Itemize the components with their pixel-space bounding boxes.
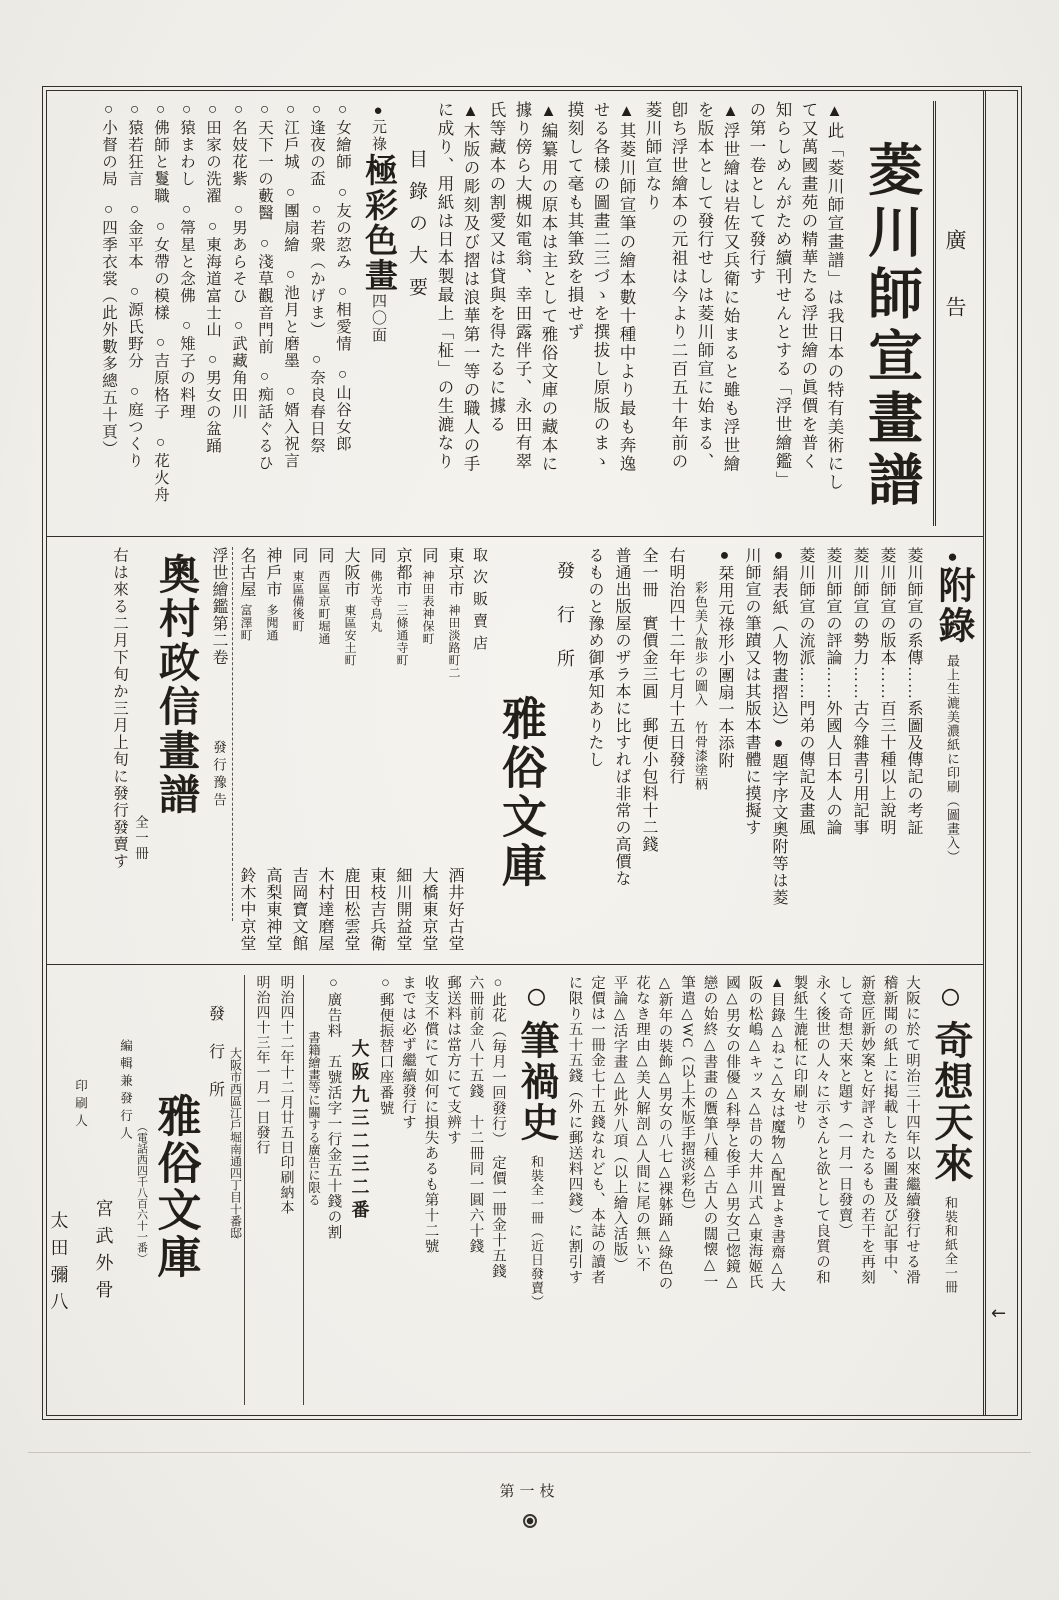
- distributor-address: [363, 547, 389, 633]
- konohana-line: ○此花（毎月一回發行） 定價一冊金十五錢: [490, 974, 506, 1279]
- distributor: [389, 547, 415, 953]
- distributor-address: [311, 547, 337, 645]
- catalog-item: ○雉子の料理: [178, 317, 195, 421]
- kisotenrai-heading: [923, 975, 977, 1405]
- publisher-name: 雅俗文庫: [495, 695, 545, 892]
- catalog-item: ○小督の局: [100, 101, 117, 188]
- series-marker: ●: [370, 103, 386, 119]
- distributor-street: 東區安土町: [343, 604, 357, 667]
- series-prefix: 元祿: [370, 119, 386, 153]
- series-title: 極彩色畫: [360, 153, 396, 293]
- footer-caption: 第一枝: [499, 1484, 560, 1500]
- catalog-item: ○相愛情: [334, 283, 351, 353]
- distributor-name: 吉岡寶文館: [290, 866, 307, 952]
- imprint-editor-label: 編輯兼發行人: [118, 1038, 133, 1144]
- appendix-line: 菱川師宣の系傳……系圖及傳記の考証: [905, 547, 922, 837]
- imprint-printer-label: 印刷人: [73, 1078, 88, 1132]
- distributor-name: 鹿田松雲堂: [342, 866, 359, 952]
- catalog-item: ○天下一の藪醫: [256, 101, 273, 222]
- hikkashi-title: ○筆禍史: [515, 974, 558, 1143]
- intro-line: 卽ち浮世繪本の元祖は今より二百五十年前の: [669, 101, 688, 471]
- distributor-city: 同: [368, 547, 385, 565]
- intro-line: て又萬國畫苑の精華たる浮世繪の眞價を普く: [799, 101, 818, 471]
- catalog-item: ○婿入祝言: [282, 382, 299, 469]
- publisher-label: 發行所: [555, 561, 575, 694]
- distributor-city: 神戶市: [264, 547, 281, 599]
- distributor-street: 神田淡路町二: [447, 604, 461, 680]
- kisotenrai-line: 平論△活字畫△此外八項（以上繪入活版）: [611, 974, 628, 1273]
- distributor-city: 同: [290, 547, 307, 565]
- distributor-name: 木村達磨屋: [316, 866, 333, 952]
- intro-line: ▲浮世繪は岩佐又兵衛に始まると雖も浮世繪: [721, 101, 740, 474]
- konohana-line: 六冊前金八十五錢 十二冊同一圓六十錢: [467, 974, 484, 1254]
- imprint-printer-name: 太田彌八: [48, 1210, 69, 1319]
- imprint-phone: （電話西四千八百六十一番）: [135, 1120, 148, 1264]
- price-note-line: るものと豫め御承知ありたし: [586, 547, 603, 769]
- price-line: 全一冊 實價金三圓 郵便小包料十二錢: [640, 547, 657, 854]
- price-note-line: 普通出版屋のザラ本に比すれば非常の高價な: [613, 547, 630, 888]
- catalog-item: ○奈良春日祭: [308, 351, 325, 455]
- catalog-item: ○庭つくり: [126, 382, 143, 469]
- section-kisotenrai-and-imprint: [47, 965, 983, 1415]
- konohana-line: までは必ず繼續發行す: [400, 974, 416, 1130]
- catalog-item: ○佛師と鬘職: [152, 101, 169, 205]
- preview-series: 浮世繪鑑第二卷: [210, 547, 227, 667]
- intro-line: を版本として發行せしは菱川師宣に始まる、: [695, 101, 714, 471]
- appendix-line: 菱川師宣の版本……百三十種以上說明: [878, 547, 895, 837]
- distributor: [363, 547, 389, 953]
- intro-line: 菱川師宣なり: [643, 101, 662, 212]
- distributor-city: 京都市: [394, 547, 411, 599]
- imprint-address: 大阪市西區江戶堀南通四丁目十番邸: [228, 1046, 243, 1239]
- hikkashi-subtitle: 和裝全一冊（近日發賣）: [529, 1154, 544, 1309]
- appendix-line: 菱川師宣の流派……門弟の傳記及畫風: [797, 547, 814, 837]
- kisotenrai-line: 永く後世の人々に示さんと欲として良質の和: [814, 974, 830, 1285]
- intro-line: に成り、用紙は日本製最上「柾」の生漉なり: [435, 101, 454, 471]
- distributor-city: 同: [316, 547, 333, 565]
- distributor-street: 佛光寺烏丸: [369, 570, 383, 633]
- catalog-item: ○吉原格子: [152, 334, 169, 421]
- fan-note: 彩色美人散歩の圖入 竹骨漆塗柄: [693, 581, 708, 792]
- kisotenrai-line: に限り五十五錢（外に郵送料四錢）に割引す: [566, 974, 583, 1285]
- catalog-item: ○名妓花紫: [230, 101, 247, 188]
- distributor-city: 大阪市: [342, 547, 359, 599]
- intro-line: ▲此「菱川師宣畫譜」は我日本の特有美術にし: [825, 101, 844, 492]
- intro-line: 知らしめんがため續刊せんとする「浮世繪鑑」: [773, 101, 792, 490]
- distributor-city: 同: [420, 547, 437, 565]
- catalog-item: ○田家の洗濯: [204, 101, 221, 205]
- kisotenrai-line: 製紙生漉柾に印刷せり: [791, 974, 808, 1130]
- distributor: [337, 547, 363, 953]
- distributor-city: 東京市: [446, 547, 463, 599]
- catalog-item: ○團扇繪: [282, 183, 299, 253]
- catalog-item: ○猿若狂言: [126, 101, 143, 188]
- issue-date-line: 右明治四十二年七月十五日發行: [667, 547, 684, 786]
- kisotenrai-title: ○奇想天來: [929, 974, 972, 1184]
- kisotenrai-line: 稽新聞の紙上に掲載したる圖畫及び記事中、: [881, 974, 898, 1285]
- intro-text: [431, 101, 847, 526]
- preview-title: 奧村政信畫譜: [153, 553, 199, 818]
- kisotenrai-line: 大阪に於て明治三十四年以來繼續發行せる滑: [904, 974, 920, 1285]
- catalog-item: ○友の荵み: [334, 183, 351, 270]
- intro-line: 氏等藏本の割愛又は貸與を得たるに據る: [487, 101, 506, 434]
- distributor-address: [259, 547, 285, 642]
- distributors-header: 取次販賣店: [471, 547, 487, 658]
- intro-line: ▲編纂用の原本は主として雅俗文庫の藏本に: [539, 101, 558, 474]
- section-appendix-and-distributors: [47, 537, 983, 964]
- ad-rate-note: 書籍繪畫等に關する廣告に限る: [306, 1030, 321, 1206]
- intro-line: ▲木版の彫刻及び摺は浪華第一等の職人の手: [461, 101, 480, 474]
- catalog-item: ○痴話ぐるひ: [256, 368, 273, 472]
- advertisement-frame: [46, 90, 1018, 1416]
- catalog-header: 目錄の大要: [406, 149, 427, 309]
- imprint-printed-date: 明治四十二年十二月廿五日印刷納本: [278, 974, 294, 1215]
- distributor-name: 東枝吉兵衛: [368, 866, 385, 952]
- appendix-marker: ●: [943, 547, 962, 567]
- distributor: [285, 547, 311, 953]
- preview-volume: 全一冊: [133, 815, 148, 862]
- catalog-item: ○若衆（かげま）: [308, 200, 325, 338]
- preview-heading: [204, 547, 232, 953]
- margin-arrow-icon: ←: [991, 1303, 1007, 1324]
- distributor-address: [415, 547, 441, 645]
- imprint-publisher-name: 雅俗文庫: [150, 1092, 200, 1281]
- postal-account-number: 大阪九三二三二番: [349, 1038, 370, 1223]
- intro-line: 摸刻して毫も其筆致を損せず: [565, 101, 584, 342]
- kisotenrai-subtitle: 和裝和紙全一冊: [943, 1195, 958, 1294]
- kisotenrai-line: 戀の始終△書畫の贋筆八種△古人の闊懐△一: [701, 974, 718, 1290]
- distributor-address: [337, 547, 363, 667]
- preview-release-line: 右は來る二月下旬か三月上旬に發行發賣す: [111, 547, 128, 871]
- footer-divider: [28, 1452, 1031, 1453]
- distributor: [415, 547, 441, 953]
- distributor-name: 細川開益堂: [394, 866, 411, 952]
- distributor-address: [233, 547, 259, 642]
- distributor-street: 西區京町堀通: [317, 570, 331, 646]
- konohana-line: 郵送料は當方にて支辨す: [445, 974, 461, 1146]
- distributor-street: 多聞通: [265, 604, 279, 642]
- appendix-line: 川師宣の筆蹟又は其版本書體に摸擬す: [743, 547, 760, 837]
- distributor-street: 富澤町: [239, 604, 253, 642]
- main-title: 菱川師宣畫譜: [860, 141, 921, 513]
- ad-rate-line: ○廣告料 五號活字一行金五十錢の割: [325, 974, 342, 1240]
- series-count: 四〇面: [370, 293, 386, 344]
- catalog-item: ○箒星と念佛: [178, 200, 195, 304]
- catalog-item: ○東海道富士山: [204, 217, 221, 338]
- appendix-line: ●栞用元祿形小團扇一本添附: [716, 547, 733, 770]
- advertisement-content: [47, 91, 983, 1415]
- catalog-item: ○武藏角田川: [230, 317, 247, 421]
- catalog-item: ○江戶城: [282, 101, 299, 171]
- distributor-name: 高梨東神堂: [264, 866, 281, 952]
- catalog-item: ○池月と磨墨: [282, 266, 299, 370]
- appendix-line: 菱川師宣の勢力……古今雜書引用記事: [851, 547, 868, 837]
- distributor-street: 三條通寺町: [395, 604, 409, 667]
- preview-label: 發行豫告: [211, 740, 226, 811]
- advertisement-label: 廣告: [933, 101, 977, 526]
- appendix-line: ●絹表紙（人物畫摺込）●題字序文奧附等は菱: [770, 547, 787, 907]
- appendix-subtitle: 最上生漉美濃紙に印刷（圖畫入）: [945, 654, 960, 865]
- catalog-item: ○女帶の模樣: [152, 217, 169, 321]
- intro-line: 據り傍ら大槻如電翁、幸田露伴子、永田有翠: [513, 101, 532, 471]
- distributor: [311, 547, 337, 953]
- distributor-name: 酒井好古堂: [446, 866, 463, 952]
- catalog-item: ○逢夜の盃: [308, 101, 325, 188]
- catalog-item: ○花火舟: [152, 433, 169, 503]
- catalog-item-list: [95, 101, 355, 526]
- distributor-city: 名古屋: [238, 547, 255, 599]
- kisotenrai-line: 定價は一冊金七十五錢なれども、本誌の讀者: [589, 974, 605, 1285]
- intro-line: せる各樣の圖畫二三づゝを撰拔し原版のまゝ: [591, 101, 610, 471]
- kisotenrai-line: 阪の松嶋△キッス△昔の大井川式△東海姬氏: [746, 974, 763, 1290]
- catalog-item: ○男あらそひ: [230, 200, 247, 304]
- section-hishikawa-moronobu-gafu: [47, 91, 983, 537]
- catalog-item: ○猿まわし: [178, 101, 195, 188]
- kisotenrai-line: 新意匠新妙案と好評されたるもの若干を再刻: [859, 974, 875, 1285]
- appendix-line: 菱川師宣の評論……外國人日本人の論: [824, 547, 841, 837]
- kisotenrai-line: 花なき理由△美人解剖△人間に尾の無い不: [634, 974, 650, 1273]
- distributor-name: 大橋東京堂: [420, 866, 437, 952]
- intro-line: の第一卷として發行す: [747, 101, 766, 286]
- kisotenrai-line: 筆遣△WC（以上木版手摺淡彩色）: [679, 974, 695, 1219]
- distributor: [233, 547, 259, 953]
- catalog-item: ○女繪師: [334, 101, 351, 171]
- catalog-item: ○金平本: [126, 200, 143, 270]
- catalog-item: ○山谷女郎: [334, 365, 351, 452]
- hikkashi-heading: [509, 975, 563, 1405]
- catalog-item: ○四季衣裳（此外數多總五十頁）: [100, 200, 117, 457]
- distributor-street: 東區備後町: [291, 570, 305, 633]
- imprint-issued-date: 明治四十三年一月一日發行: [254, 974, 270, 1155]
- kisotenrai-line: △新年の裝飾△男女の八七△裸躰踊△綠色の: [656, 974, 673, 1291]
- footer-bullseye-icon: [523, 1514, 537, 1528]
- konohana-line: 收支不償にて如何に損失あるも第十二號: [422, 974, 439, 1254]
- intro-line: ▲其菱川師宣筆の繪本數十種中より最も奔逸: [617, 101, 636, 474]
- catalog-item: ○男女の盆踊: [204, 351, 221, 455]
- distributor: [441, 547, 467, 953]
- postal-account-label: ○郵便振替口座番號: [377, 974, 394, 1116]
- imprint-dates: [244, 975, 304, 1405]
- kisotenrai-line: して奇想天來と題す（一月一日發賣）: [836, 974, 853, 1239]
- appendix-title: 附錄: [932, 566, 973, 647]
- distributor-address: [285, 547, 311, 633]
- distributor-address: [389, 547, 415, 667]
- appendix-heading: [927, 547, 977, 953]
- distributor-address: [441, 547, 467, 679]
- kisotenrai-line: 國△男女の俳優△科學と俊手△男女己惚鏡△: [724, 974, 740, 1291]
- distributor: [259, 547, 285, 953]
- catalog-item: ○淺草觀音門前: [256, 234, 273, 355]
- imprint-publisher-label: 發行所: [206, 1004, 224, 1119]
- kisotenrai-line: ▲目錄△ねこ△女は魔物△配置よき書齋△大: [769, 974, 785, 1293]
- distributor-name: 鈴木中京堂: [238, 866, 255, 952]
- imprint-editor-name: 宮武外骨: [93, 1198, 114, 1307]
- catalog-series-heading: [355, 101, 401, 526]
- distributor-street: 神田表神保町: [421, 570, 435, 646]
- right-margin-gutter: [983, 91, 1017, 1415]
- catalog-item: ○源氏野分: [126, 283, 143, 370]
